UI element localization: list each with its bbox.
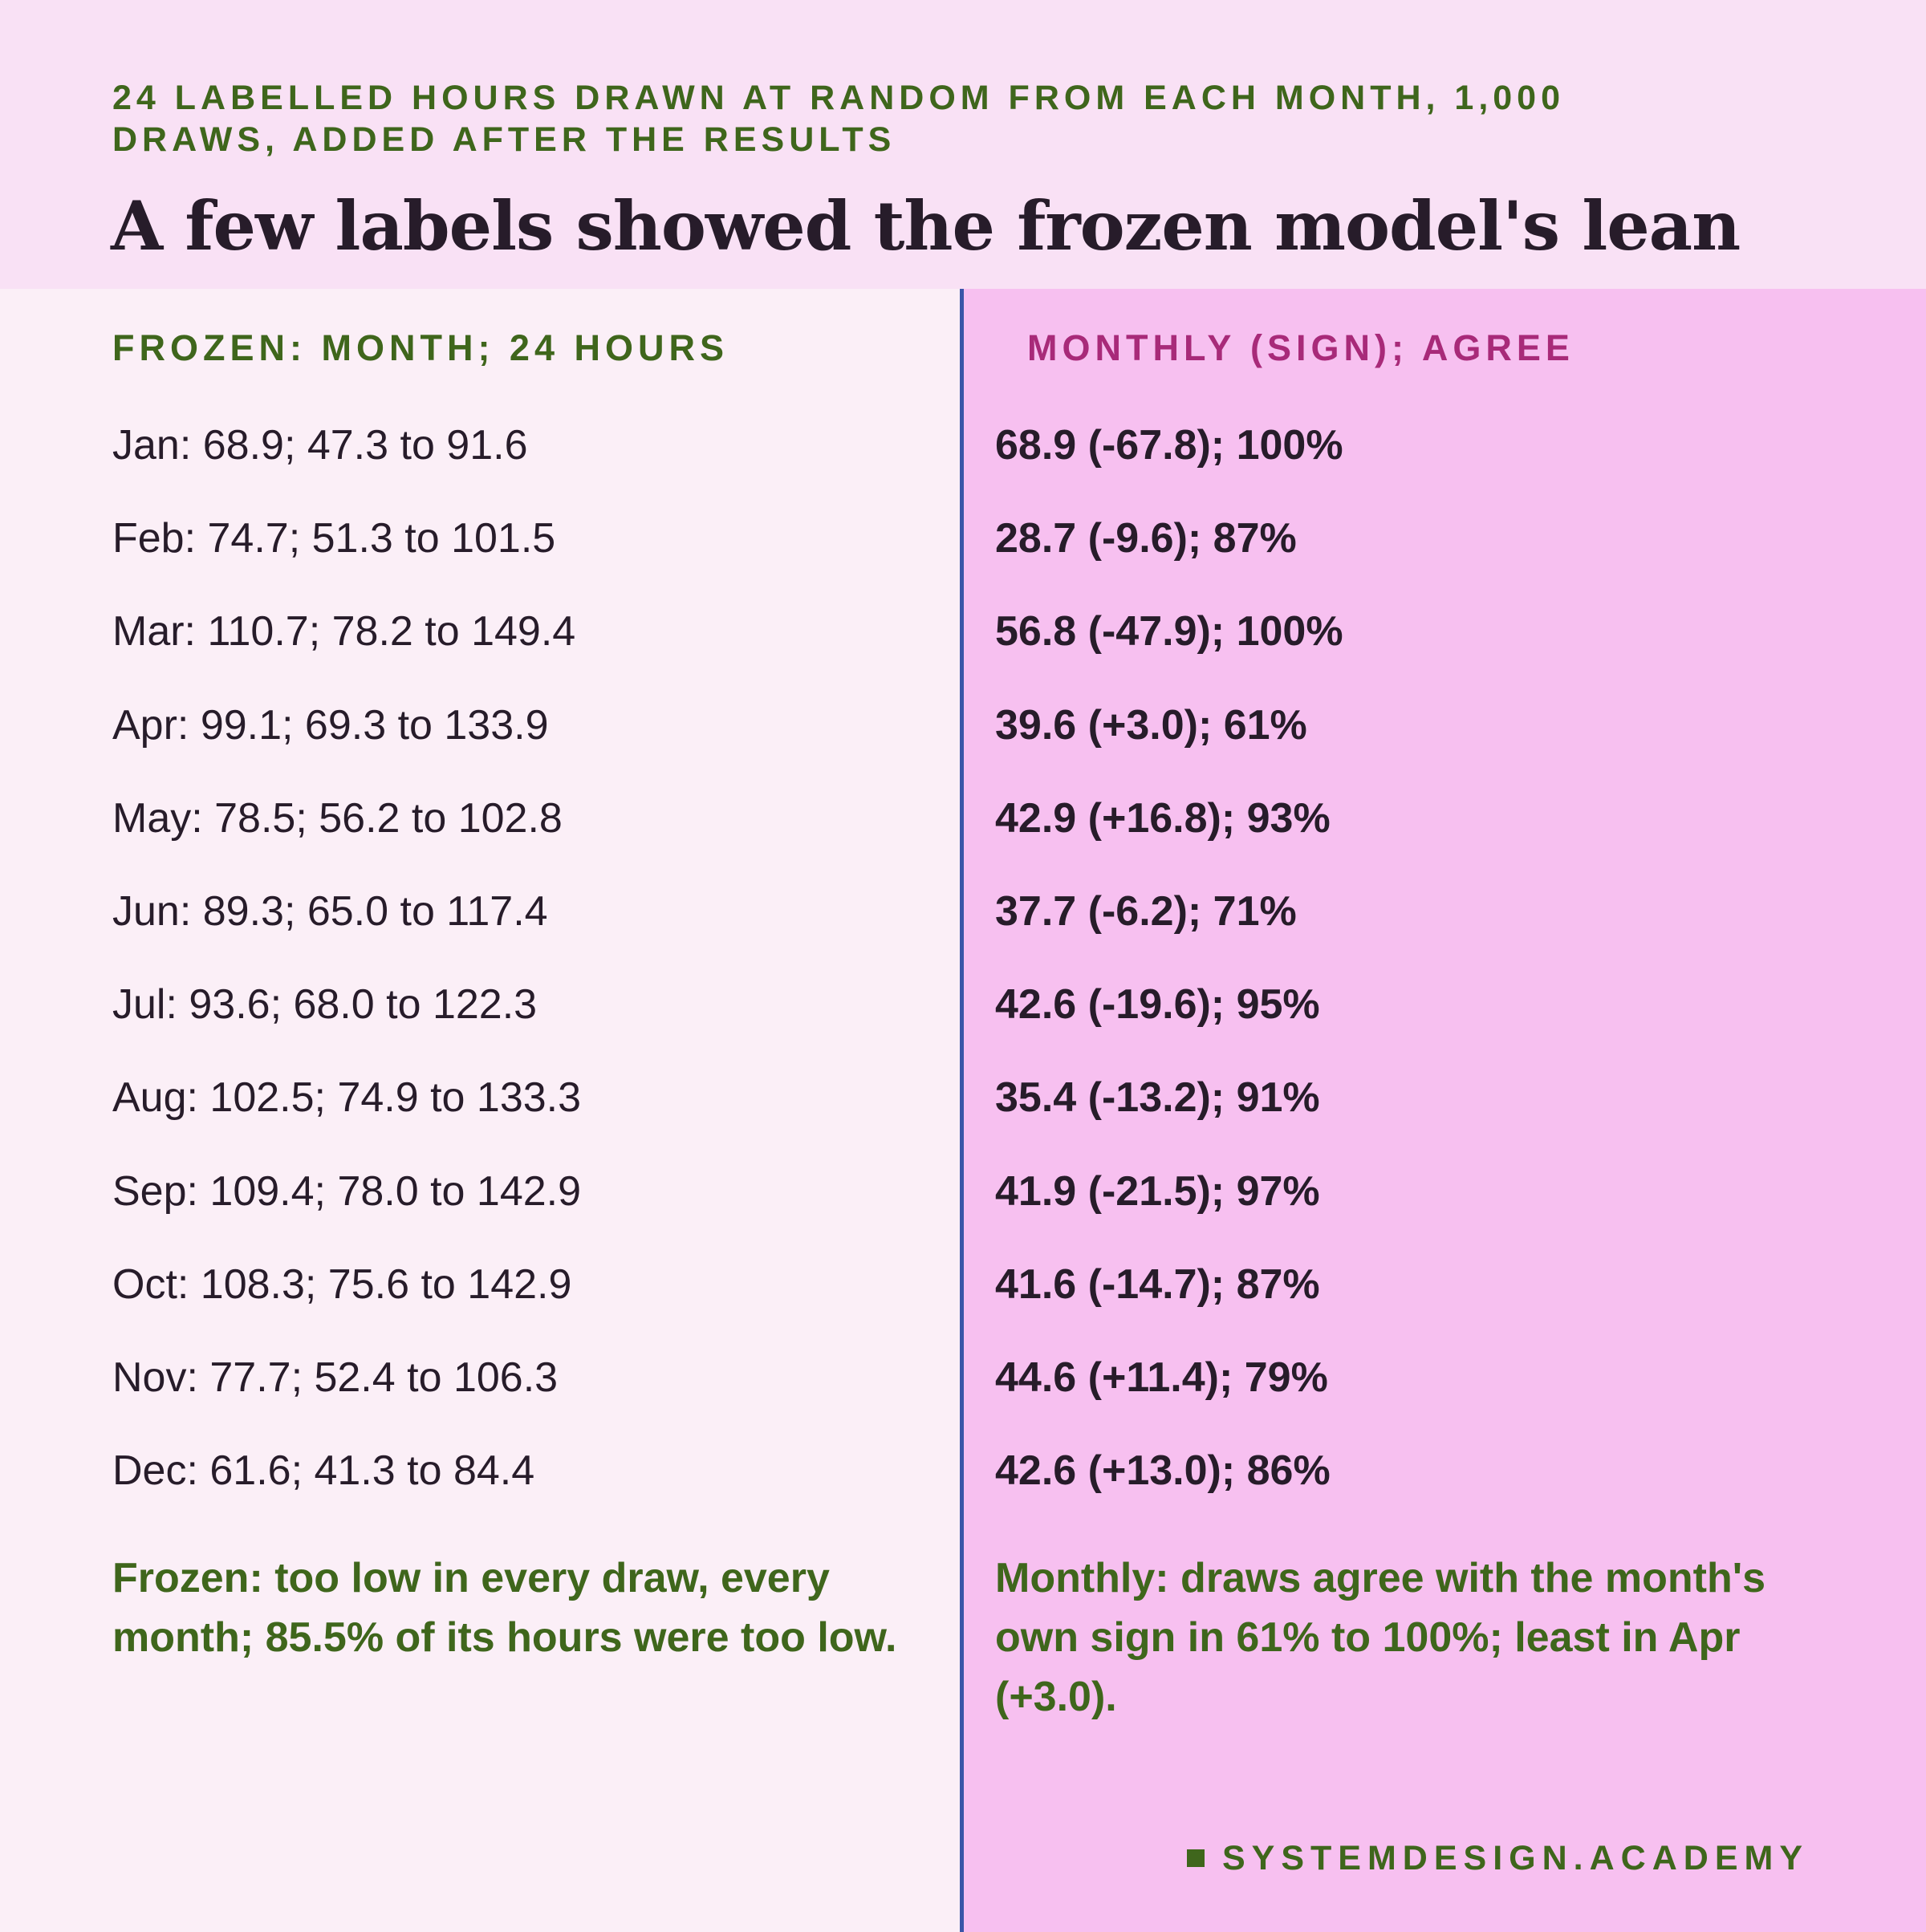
list-item: 42.6 (-19.6); 95% [995, 981, 1320, 1029]
list-item: Aug: 102.5; 74.9 to 133.3 [112, 1074, 582, 1122]
list-item: Jul: 93.6; 68.0 to 122.3 [112, 981, 538, 1029]
list-item: 44.6 (+11.4); 79% [995, 1354, 1328, 1401]
right-column-heading: MONTHLY (SIGN); AGREE [1027, 327, 1575, 368]
list-item: Sep: 109.4; 78.0 to 142.9 [112, 1167, 582, 1215]
list-item: Jan: 68.9; 47.3 to 91.6 [112, 422, 528, 469]
list-item: 41.6 (-14.7); 87% [995, 1260, 1320, 1308]
list-item: Feb: 74.7; 51.3 to 101.5 [112, 515, 556, 562]
list-item: 56.8 (-47.9); 100% [995, 608, 1343, 656]
left-column-heading: FROZEN: MONTH; 24 HOURS [112, 327, 729, 368]
list-item: 68.9 (-67.8); 100% [995, 422, 1343, 469]
list-item: 37.7 (-6.2); 71% [995, 887, 1297, 935]
list-item: Jun: 89.3; 65.0 to 117.4 [112, 887, 548, 935]
page-title: A few labels showed the frozen model's lean [111, 186, 1741, 266]
list-item: 41.9 (-21.5); 97% [995, 1167, 1320, 1215]
list-item: Dec: 61.6; 41.3 to 84.4 [112, 1447, 535, 1495]
monthly-sign-list [995, 417, 1343, 1536]
square-bullet-icon [1187, 1849, 1205, 1867]
frozen-month-list [112, 417, 581, 1536]
list-item: 39.6 (+3.0); 61% [995, 701, 1307, 749]
list-item: Mar: 110.7; 78.2 to 149.4 [112, 608, 576, 656]
brand-footer [1187, 1837, 1809, 1879]
list-item: 35.4 (-13.2); 91% [995, 1074, 1320, 1122]
brand-name: SYSTEMDESIGN.ACADEMY [1221, 1839, 1809, 1877]
list-item: Apr: 99.1; 69.3 to 133.9 [112, 701, 549, 749]
list-item: 42.6 (+13.0); 86% [995, 1447, 1331, 1495]
frozen-summary-note: Frozen: too low in every draw, every month; 85.5% of its hours were too low. [112, 1555, 897, 1661]
list-item: 28.7 (-9.6); 87% [995, 515, 1297, 562]
kicker: 24 LABELLED HOURS DRAWN AT RANDOM FROM EACH MONTH, 1,000 DRAWS, ADDED AFTER THE RESULTS [112, 79, 1566, 159]
list-item: May: 78.5; 56.2 to 102.8 [112, 794, 563, 842]
list-item: 42.9 (+16.8); 93% [995, 794, 1331, 842]
monthly-summary-note: Monthly: draws agree with the month's own sign in 61% to 100%; least in Apr (+3.0). [995, 1555, 1766, 1720]
list-item: Nov: 77.7; 52.4 to 106.3 [112, 1354, 559, 1401]
list-item: Oct: 108.3; 75.6 to 142.9 [112, 1260, 572, 1308]
